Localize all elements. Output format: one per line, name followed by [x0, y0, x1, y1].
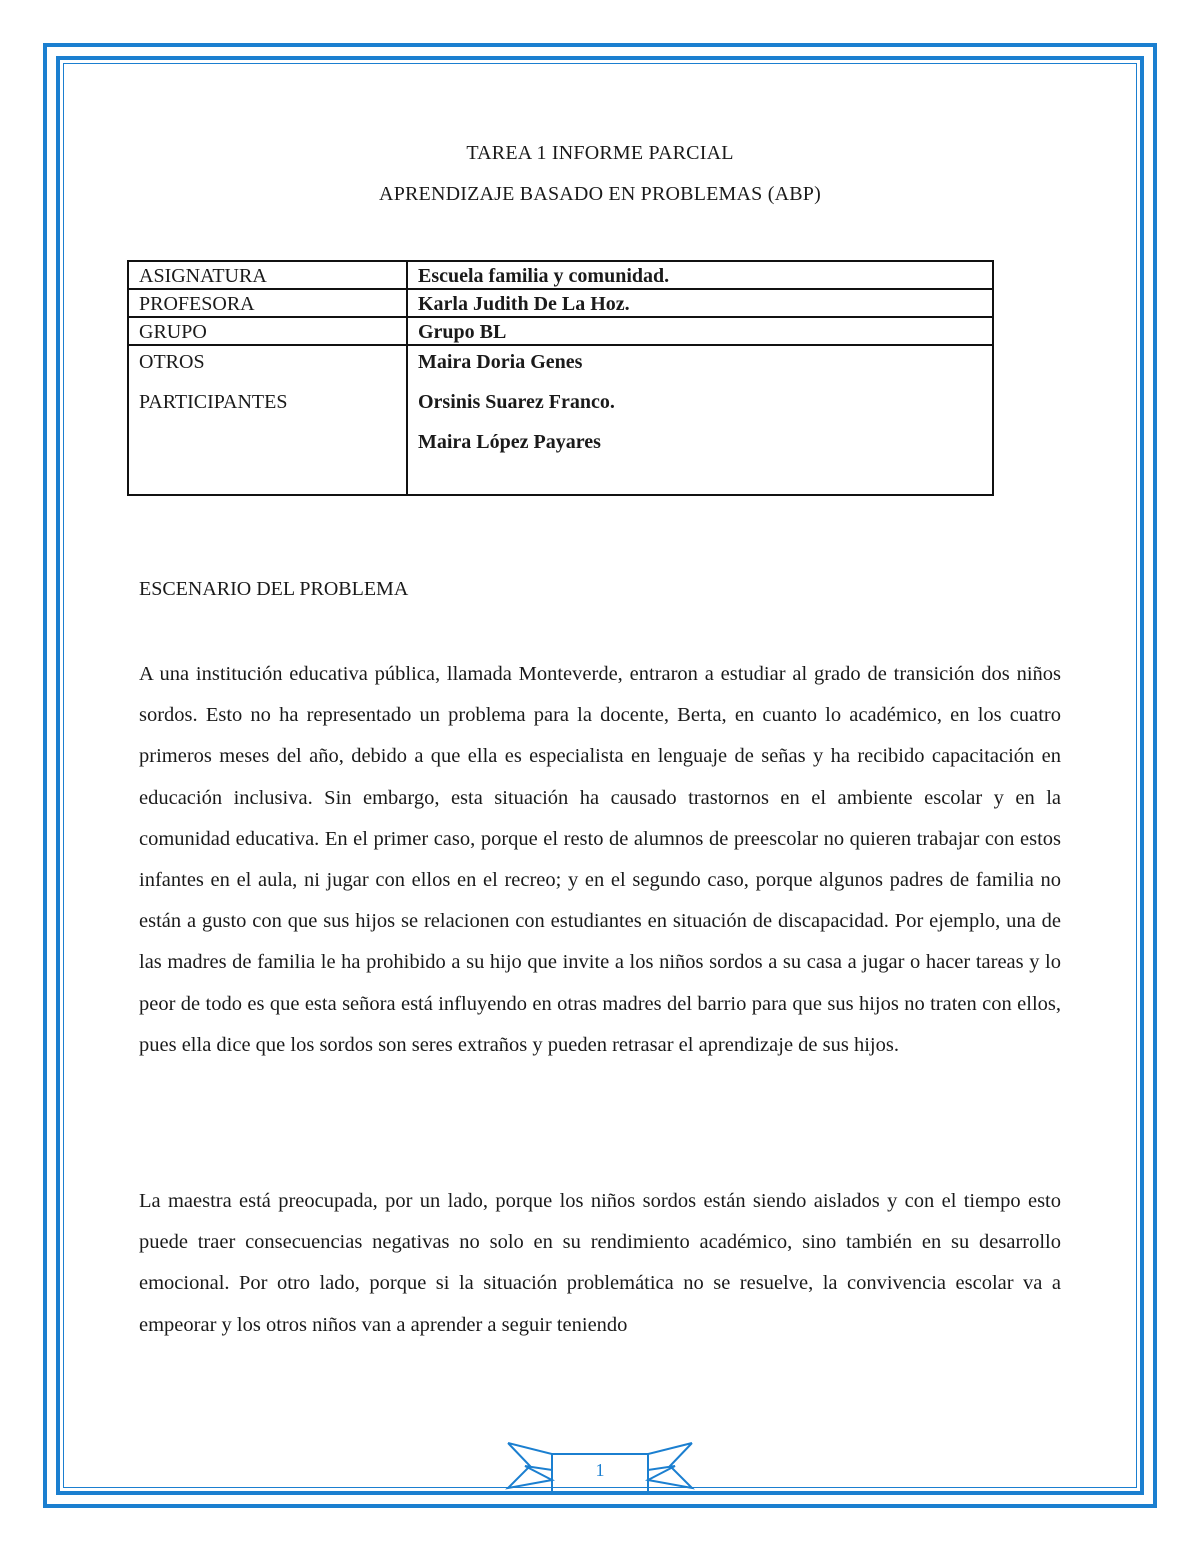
row-value: Karla Judith De La Hoz.	[407, 289, 993, 317]
section-heading: ESCENARIO DEL PROBLEMA	[139, 578, 409, 600]
row-label: ASIGNATURA	[128, 261, 407, 289]
row-label: PROFESORA	[128, 289, 407, 317]
participants-label-line-2: PARTICIPANTES	[139, 391, 288, 413]
participants-label	[128, 345, 407, 495]
row-value: Escuela familia y comunidad.	[407, 261, 993, 289]
document-subtitle: APRENDIZAJE BASADO EN PROBLEMAS (ABP)	[379, 183, 821, 205]
document-title: TAREA 1 INFORME PARCIAL	[466, 142, 734, 164]
table-row	[128, 261, 993, 289]
paragraph-1: A una institución educativa pública, llamada Monteverde, entraron a estudiar al grado de transición dos niños sordos. Esto no ha representado un problema para la docente, Berta, en cuanto lo académico, en los cuatro primeros meses del año, debido a que ella es especialista en lenguaje de señas y ha recibido capacitación en educación inclusiva. Sin embargo, esta situación ha causado trastornos en el ambiente escolar y en la comunidad educativa. En el primer caso, porque el resto de alumnos de preescolar no quieren trabajar con estos infantes en el aula, ni jugar con ellos en el recreo; y en el segundo caso, porque algunos padres de familia no están a gusto con que sus hijos se relacionen con estudiantes en situación de discapacidad. Por ejemplo, una de las madres de familia le ha prohibido a su hijo que invite a los niños sordos a su casa a jugar o hacer tareas y lo peor de todo es que esta señora está influyendo en otras madres del barrio para que sus hijos no traten con ellos, pues ella dice que los sordos son seres extraños y pueden retrasar el aprendizaje de sus hijos.	[139, 663, 1061, 1056]
info-table	[127, 260, 994, 496]
table-row	[128, 317, 993, 345]
participant-name: Maira López Payares	[418, 431, 601, 453]
paragraph-2: La maestra está preocupada, por un lado, porque los niños sordos están siendo aislados y con el tiempo esto puede traer consecuencias negativas no solo en su rendimiento académico, sino también en su desarrollo emocional. Por otro lado, porque si la situación problemática no se resuelve, la convivencia escolar va a empeorar y los otros niños van a aprender a seguir teniendo	[139, 1190, 1061, 1336]
table-row	[128, 289, 993, 317]
participants-label-line-1: OTROS	[139, 351, 205, 373]
row-label: GRUPO	[128, 317, 407, 345]
row-value: Grupo BL	[407, 317, 993, 345]
participants-names	[407, 345, 993, 495]
participant-name: Orsinis Suarez Franco.	[418, 391, 615, 413]
page-number: 1	[595, 1460, 605, 1480]
participant-name: Maira Doria Genes	[418, 351, 583, 373]
table-row-participants	[128, 345, 993, 495]
